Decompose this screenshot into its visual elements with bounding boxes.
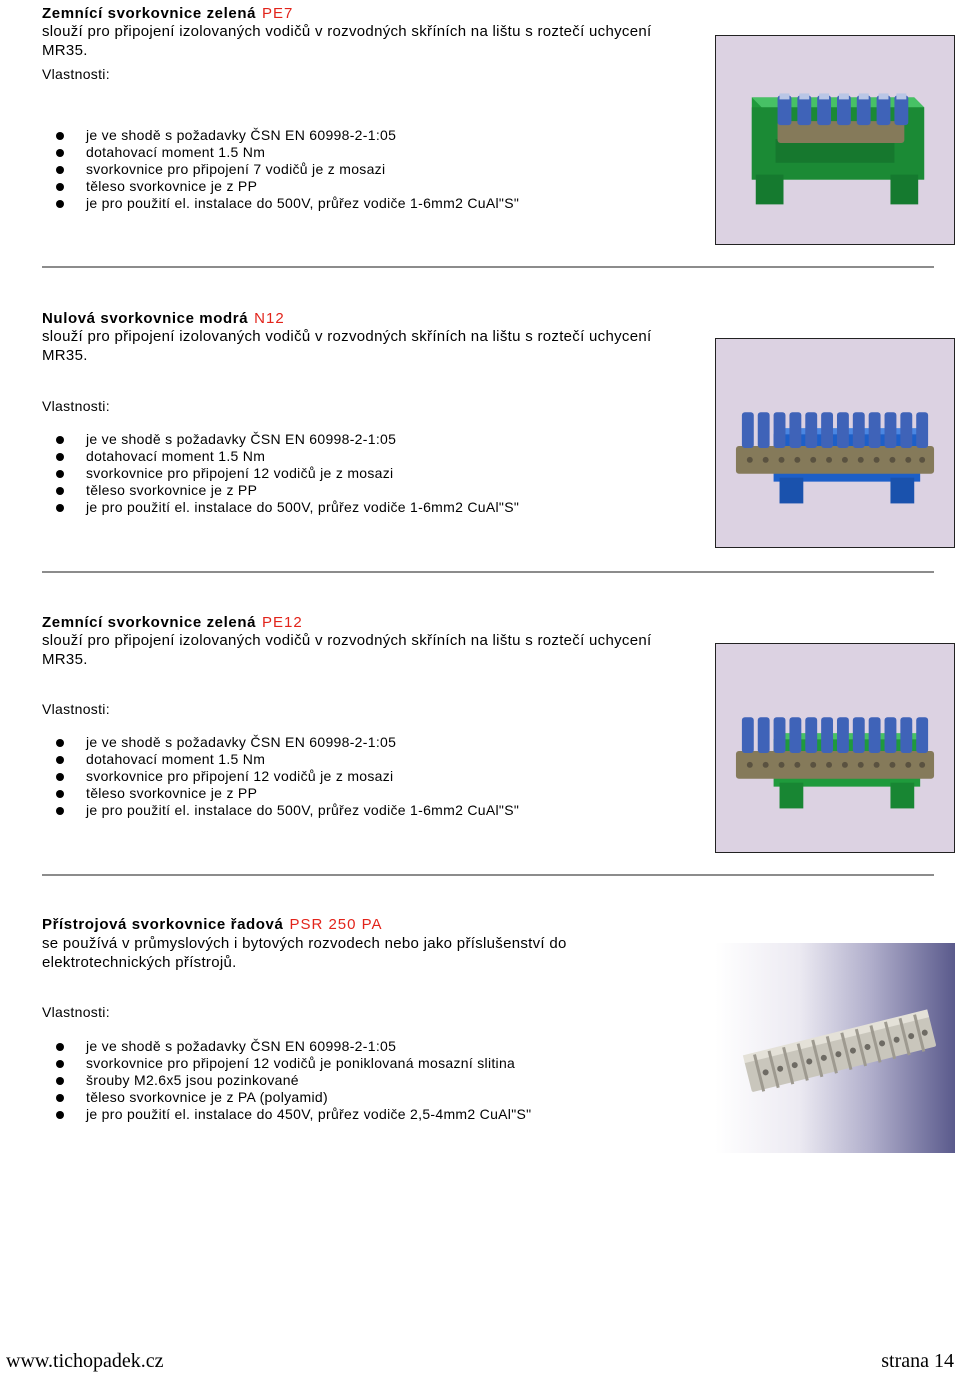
feature-list [56, 127, 519, 212]
properties-label: Vlastnosti: [42, 398, 110, 414]
feature-item: těleso svorkovnice je z PP [56, 785, 519, 802]
product-name: Zemnící svorkovnice zelená [42, 614, 257, 631]
feature-item: těleso svorkovnice je z PA (polyamid) [56, 1089, 531, 1106]
product-description: se používá v průmyslových i bytových rozvodech nebo jako příslušenství do elektrotechnických přístrojů. [42, 935, 567, 971]
product-code: N12 [254, 310, 285, 327]
section-divider [42, 571, 934, 573]
feature-item: dotahovací moment 1.5 Nm [56, 751, 519, 768]
feature-list [56, 431, 519, 516]
section-divider [42, 874, 934, 876]
feature-item: těleso svorkovnice je z PP [56, 482, 519, 499]
feature-item: těleso svorkovnice je z PP [56, 178, 519, 195]
product-description: slouží pro připojení izolovaných vodičů v rozvodných skříních na lištu s roztečí uchycení MR35. [42, 632, 652, 668]
product-description: slouží pro připojení izolovaných vodičů v rozvodných skříních na lištu s roztečí uchycení MR35. [42, 23, 652, 59]
green-terminal-block-icon [716, 644, 954, 852]
feature-item: svorkovnice pro připojení 12 vodičů je z mosazi [56, 768, 519, 785]
properties-label: Vlastnosti: [42, 701, 110, 717]
product-code: PE7 [262, 5, 294, 22]
feature-item: svorkovnice pro připojení 12 vodičů je z mosazi [56, 465, 519, 482]
product-code: PE12 [262, 614, 303, 631]
product-title [42, 614, 303, 631]
properties-label: Vlastnosti: [42, 66, 110, 82]
product-title [42, 310, 285, 327]
green-terminal-block-image [715, 643, 955, 853]
feature-list [56, 1038, 531, 1123]
product-title [42, 916, 383, 933]
feature-item: šrouby M2.6x5 jsou pozinkované [56, 1072, 531, 1089]
product-title [42, 5, 293, 22]
feature-item: je ve shodě s požadavky ČSN EN 60998-2-1:05 [56, 1038, 531, 1055]
strip-terminal-block-icon [715, 943, 955, 1153]
page-number: strana 14 [881, 1350, 954, 1372]
feature-item: dotahovací moment 1.5 Nm [56, 144, 519, 161]
feature-item: je pro použití el. instalace do 450V, průřez vodiče 2,5-4mm2 CuAl"S" [56, 1106, 531, 1123]
product-name: Přístrojová svorkovnice řadová [42, 916, 284, 933]
product-description: slouží pro připojení izolovaných vodičů v rozvodných skříních na lištu s roztečí uchycení MR35. [42, 328, 652, 364]
feature-item: je pro použití el. instalace do 500V, průřez vodiče 1-6mm2 CuAl"S" [56, 195, 519, 212]
feature-item: je pro použití el. instalace do 500V, průřez vodiče 1-6mm2 CuAl"S" [56, 499, 519, 516]
strip-terminal-block-image [715, 943, 955, 1153]
blue-terminal-block-image [715, 338, 955, 548]
feature-item: je ve shodě s požadavky ČSN EN 60998-2-1:05 [56, 431, 519, 448]
feature-item: svorkovnice pro připojení 7 vodičů je z mosazi [56, 161, 519, 178]
green-terminal-block-image [715, 35, 955, 245]
blue-terminal-block-icon [716, 339, 954, 547]
properties-label: Vlastnosti: [42, 1004, 110, 1020]
feature-item: je ve shodě s požadavky ČSN EN 60998-2-1:05 [56, 734, 519, 751]
feature-item: dotahovací moment 1.5 Nm [56, 448, 519, 465]
product-name: Nulová svorkovnice modrá [42, 310, 249, 327]
product-code: PSR 250 PA [289, 916, 383, 933]
section-divider [42, 266, 934, 268]
green-terminal-block-icon [716, 36, 954, 244]
feature-item: svorkovnice pro připojení 12 vodičů je poniklovaná mosazní slitina [56, 1055, 531, 1072]
feature-item: je pro použití el. instalace do 500V, průřez vodiče 1-6mm2 CuAl"S" [56, 802, 519, 819]
feature-item: je ve shodě s požadavky ČSN EN 60998-2-1:05 [56, 127, 519, 144]
product-name: Zemnící svorkovnice zelená [42, 5, 257, 22]
footer-website: www.tichopadek.cz [6, 1350, 164, 1372]
feature-list [56, 734, 519, 819]
